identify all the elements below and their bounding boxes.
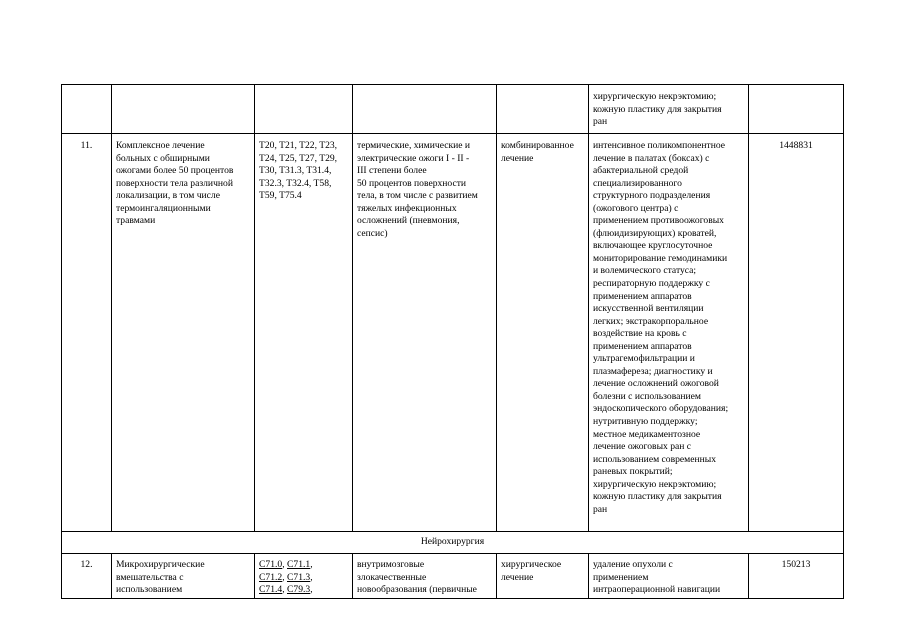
price: 1448831 (749, 134, 844, 532)
table-row (62, 134, 844, 532)
icd-codes: C71.0, C71.1, C71.2, C71.3, C71.4, C79.3, (255, 554, 353, 599)
row-number: 11. (62, 134, 112, 532)
medical-procedures-table (61, 84, 844, 599)
row-number: 12. (62, 554, 112, 599)
section-row (62, 532, 844, 554)
treatment-method: удаление опухоли с применением интраоперационной навигации (589, 554, 749, 599)
treatment-type: хирургическое лечение (497, 554, 589, 599)
icd-code-link[interactable]: C71.4 (259, 584, 283, 596)
icd-code-link[interactable]: C71.2 (259, 571, 283, 583)
icd-codes (255, 85, 353, 134)
procedure-name (112, 85, 255, 134)
treatment-type (497, 85, 589, 134)
table-row (62, 554, 844, 599)
section-title: Нейрохирургия (62, 532, 844, 554)
treatment-method: интенсивное поликомпонентное лечение в палатах (боксах) с абактериальной средой специализированного структурного подразделения (ожогового центра) с применением противоожоговых (флюидизирующих) кроватей, включающее круглосуточное мониторирование гемодинамики и волемического статуса; респираторную поддержку с применением аппаратов искусственной вентиляции легких; экстракорпоральное воздействие на кровь с применением аппаратов ультрагемофильтрации и плазмафереза; диагностику и лечение осложнений ожоговой болезни с использованием эндоскопического оборудования; нутритивную поддержку; местное медикаментозное лечение ожоговых ран с использованием современных раневых покрытий; хирургическую некрэктомию; кожную пластику для закрытия ран (589, 134, 749, 532)
icd-codes: T20, T21, T22, T23, T24, T25, T27, T29, T30, T31.3, T31.4, T32.3, T32.4, T58, T59, T75.4 (255, 134, 353, 532)
treatment-type: комбинированное лечение (497, 134, 589, 532)
procedure-name: Микрохирургические вмешательства с использованием (112, 554, 255, 599)
icd-code-link[interactable]: C79.3 (287, 584, 311, 596)
patient-model: внутримозговые злокачественные новообразования (первичные (353, 554, 497, 599)
icd-code-link[interactable]: C71.3 (287, 571, 311, 583)
table-row (62, 85, 844, 134)
procedure-name: Комплексное лечение больных с обширными ожогами более 50 процентов поверхности тела различной локализации, в том числе термоингаляционными травмами (112, 134, 255, 532)
patient-model (353, 85, 497, 134)
price: 150213 (749, 554, 844, 599)
icd-code-link[interactable]: C71.0 (259, 559, 283, 570)
treatment-method: хирургическую некрэктомию; кожную пластику для закрытия ран (589, 85, 749, 134)
price (749, 85, 844, 134)
icd-code-link[interactable]: C71.1 (287, 559, 311, 570)
patient-model: термические, химические и электрические ожоги I - II - III степени более 50 процентов поверхности тела, в том числе с развитием тяжелых инфекционных осложнений (пневмония, сепсис) (353, 134, 497, 532)
row-number (62, 85, 112, 134)
